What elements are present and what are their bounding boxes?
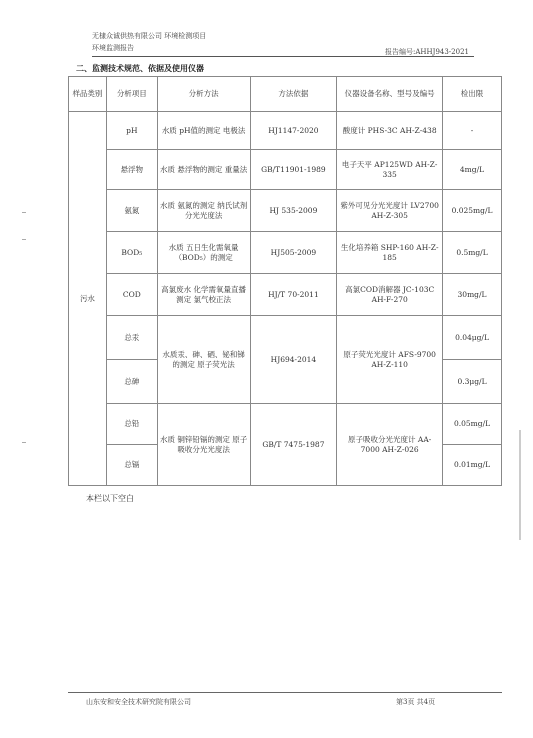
blank-below-note: 本栏以下空白	[86, 494, 134, 503]
footer-organization: 山东安和安全技术研究院有限公司	[86, 698, 191, 706]
report-type: 环境监测报告	[92, 44, 134, 52]
sample-category-cell: 污水	[69, 112, 107, 486]
header-analysis-method: 分析方法	[157, 77, 250, 112]
table-row	[69, 150, 502, 190]
table-row	[69, 316, 502, 360]
table-row	[69, 232, 502, 274]
section-title: 二、监测技术规范、依据及使用仪器	[76, 63, 204, 73]
instrument-cell: 酸度计 PHS-3C AH-Z-438	[337, 112, 443, 150]
footer-page-number: 第3页 共4页	[396, 698, 436, 706]
header-analysis-item: 分析项目	[106, 77, 157, 112]
basis-cell: GB/T11901-1989	[250, 150, 337, 190]
item-cell: 总砷	[106, 360, 157, 404]
item-cell: 总铅	[106, 404, 157, 445]
limit-cell: 0.025mg/L	[443, 190, 502, 232]
limit-cell: -	[443, 112, 502, 150]
method-cell: 水质 氨氮的测定 纳氏试剂分光光度法	[157, 190, 250, 232]
limit-cell: 4mg/L	[443, 150, 502, 190]
scan-mark	[22, 212, 26, 213]
table-row	[69, 112, 502, 150]
basis-cell: HJ694-2014	[250, 316, 337, 404]
limit-cell: 0.5mg/L	[443, 232, 502, 274]
method-cell: 水质 五日生化需氧量（BOD₅）的测定	[157, 232, 250, 274]
method-cell: 水质汞、砷、硒、铋和锑的测定 原子荧光法	[157, 316, 250, 404]
instrument-cell: 电子天平 AP125WD AH-Z-335	[337, 150, 443, 190]
item-cell: 总镉	[106, 445, 157, 486]
method-cell: 水质 悬浮物的测定 重量法	[157, 150, 250, 190]
instrument-cell: 生化培养箱 SHP-160 AH-Z-185	[337, 232, 443, 274]
basis-cell: HJ505-2009	[250, 232, 337, 274]
basis-cell: HJ 535-2009	[250, 190, 337, 232]
scan-mark	[22, 239, 26, 240]
header-method-basis: 方法依据	[250, 77, 337, 112]
scan-edge-shadow	[519, 430, 521, 540]
report-number: 报告编号:AHHJ943-2021	[385, 48, 469, 56]
header-sample-category: 样品类别	[69, 77, 107, 112]
item-cell: 总汞	[106, 316, 157, 360]
instrument-cell: 紫外可见分光光度计 LV2700 AH-Z-305	[337, 190, 443, 232]
basis-cell: HJ/T 70-2011	[250, 274, 337, 316]
table-row	[69, 190, 502, 232]
instrument-cell: 原子荧光光度计 AFS-9700 AH-Z-110	[337, 316, 443, 404]
header-instrument: 仪器设备名称、型号及编号	[337, 77, 443, 112]
table-row	[69, 404, 502, 445]
method-cell: 水质 pH值的测定 电极法	[157, 112, 250, 150]
table-header-row	[69, 77, 502, 112]
limit-cell: 0.3μg/L	[443, 360, 502, 404]
header-detection-limit: 检出限	[443, 77, 502, 112]
table-row	[69, 274, 502, 316]
scan-mark	[22, 442, 26, 443]
footer-divider	[68, 692, 502, 693]
basis-cell: GB/T 7475-1987	[250, 404, 337, 486]
monitoring-table	[68, 76, 502, 486]
item-cell: 氨氮	[106, 190, 157, 232]
item-cell: BOD₅	[106, 232, 157, 274]
limit-cell: 0.01mg/L	[443, 445, 502, 486]
item-cell: pH	[106, 112, 157, 150]
method-cell: 水质 铜锌铅镉的测定 原子吸收分光光度法	[157, 404, 250, 486]
limit-cell: 0.05mg/L	[443, 404, 502, 445]
method-cell: 高氯废水 化学需氧量直播测定 氯气校正法	[157, 274, 250, 316]
company-project-line: 无棣众诚供热有限公司 环境检测项目	[92, 32, 207, 40]
header-divider	[92, 56, 474, 57]
instrument-cell: 原子吸收分光光度计 AA-7000 AH-Z-026	[337, 404, 443, 486]
limit-cell: 30mg/L	[443, 274, 502, 316]
basis-cell: HJ1147-2020	[250, 112, 337, 150]
item-cell: COD	[106, 274, 157, 316]
limit-cell: 0.04μg/L	[443, 316, 502, 360]
instrument-cell: 高氯COD消解器 JC-103C AH-F-270	[337, 274, 443, 316]
item-cell: 悬浮物	[106, 150, 157, 190]
